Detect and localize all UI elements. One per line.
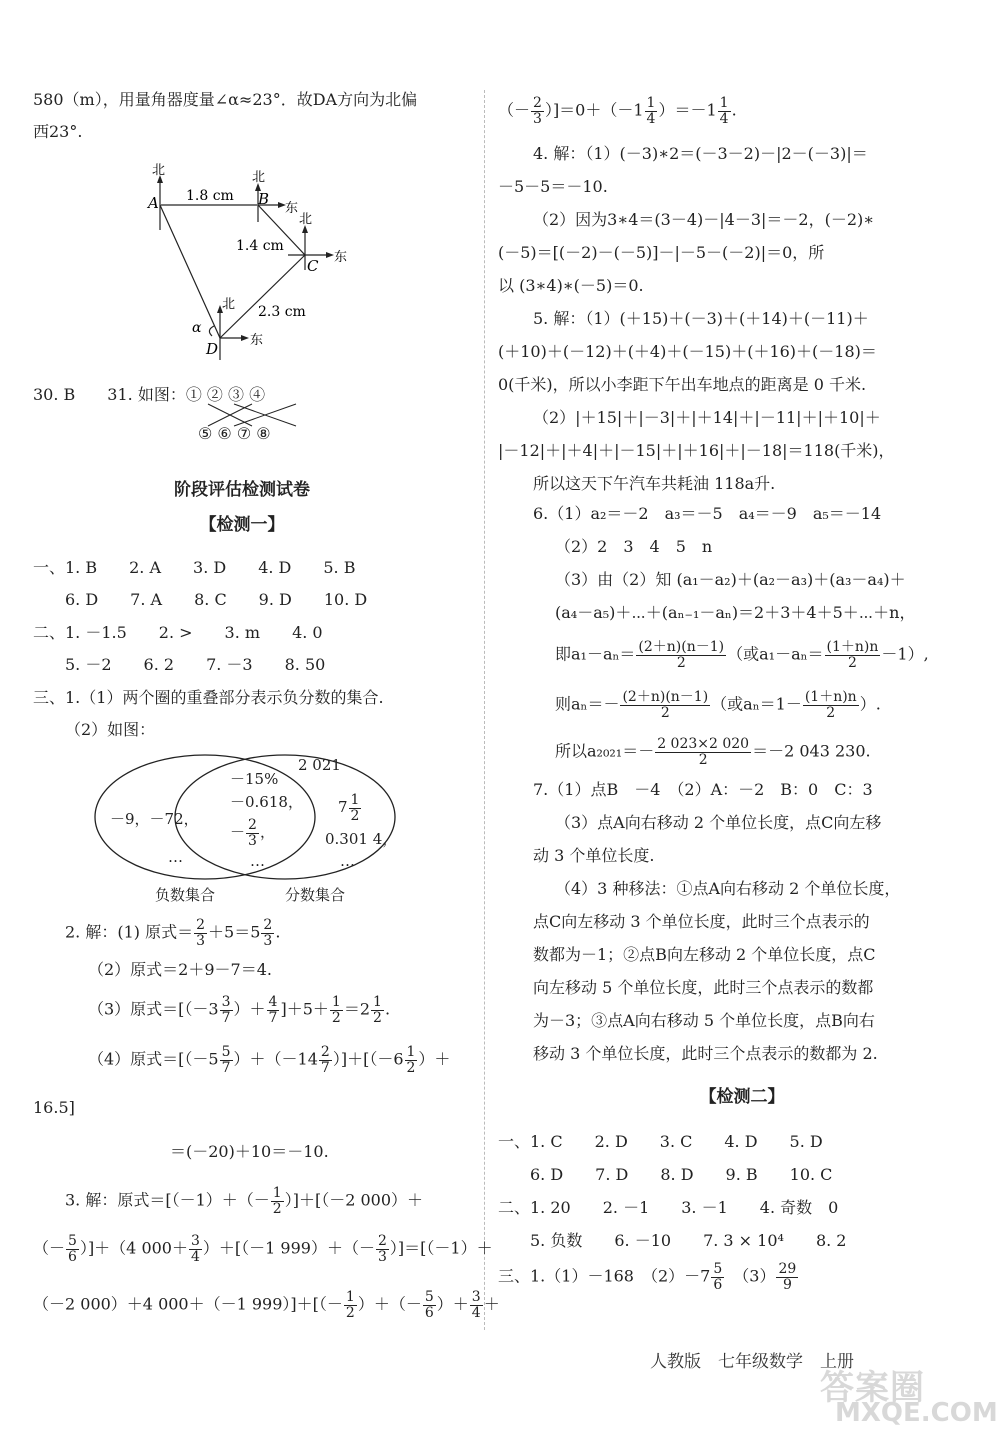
test1-s3-1-1: 三、1.（1）两个圈的重叠部分表示负分数的集合. (33, 688, 384, 707)
venn-right-decimal: 0.301 4， (325, 830, 398, 848)
test1-s3-2-3: （3）原式＝[（－3 $\frac{3}{7}$ ）＋ $\frac{4}{7}$ ]＋5＋ $\frac{1}{2}$ ＝2 $\frac{1}{2}$ . (88, 994, 391, 1026)
q7-line7: 向左移动 5 个单位长度，此时三个点表示的数都 (533, 978, 874, 997)
watermark-logo: 答案圈 (820, 1368, 925, 1408)
venn-right-dots: … (340, 852, 355, 870)
column-divider (484, 90, 485, 1330)
venn-center-2: －0.618， (230, 793, 303, 811)
q6-line4: (a₄－a₅)＋⋯＋(aₙ₋₁－aₙ)＝2＋3＋4＋5＋⋯＋n， (555, 603, 916, 622)
q6-line2: （2）2 3 4 5 n (555, 537, 713, 556)
length-bc: 1.4 cm (236, 238, 284, 254)
point-d: D (206, 340, 219, 358)
q4-line1: 4. 解：（1）(－3)∗2＝(－3－2)－|2－(－3)|＝ (533, 144, 868, 163)
q7-line8: 为－3；③点A向右移动 5 个单位长度，点B向右 (533, 1011, 875, 1030)
test1-title: 【检测一】 (199, 515, 285, 535)
q4-line2: －5－5＝－10. (498, 177, 608, 196)
venn-center-dots: … (250, 852, 265, 870)
test1-s3-2-4: （4）原式＝[（－5 $\frac{5}{7}$ ）＋（－14 $\frac{2}{7}$ ）]＋[（－6 $\frac{1}{2}$ ）＋ (88, 1044, 451, 1076)
test1-fill-row2: 5. －2 6. 2 7. －3 8. 50 (65, 655, 326, 674)
q5-line4: （2）|＋15|＋|－3|＋|＋14|＋|－11|＋|＋10|＋ (533, 408, 881, 427)
q7-line9: 移动 3 个单位长度，此时三个点表示的数都为 2. (533, 1044, 878, 1063)
venn-left-dots: … (168, 848, 183, 866)
east-label-b: 东 (285, 201, 299, 216)
q6-line1: 6.（1）a₂＝－2 a₃＝－5 a₄＝－9 a₅＝－14 (533, 504, 882, 523)
point-b: B (258, 190, 270, 208)
q7-line3: 动 3 个单位长度. (533, 846, 655, 865)
east-label-d: 东 (250, 333, 264, 348)
test1-mc-row2: 6. D 7. A 8. C 9. D 10. D (65, 590, 368, 609)
venn-center-1: －15% (230, 770, 279, 788)
q7-line5: 点C向左移动 3 个单位长度，此时三个点表示的 (533, 912, 870, 931)
north-label-b: 北 (252, 170, 266, 185)
q6-line7: 所以a₂₀₂₁＝－ $\frac{2 023\times 2 020}{2}$ ＝－2 043 230. (555, 736, 871, 768)
venn-right-top: 2 021 (298, 756, 341, 774)
test2-fill-row2: 5. 负数 6. －10 7. 3 × 10⁴ 8. 2 (530, 1231, 847, 1250)
q7-line6: 数都为－1；②点B向左移动 2 个单位长度，点C (533, 945, 876, 964)
venn-label-negative: 负数集合 (155, 886, 216, 904)
test1-s3-3-line3: （－2 000）＋4 000＋（－1 999）]＋[（－ $\frac{1}{2}$ ）＋（－ $\frac{5}{6}$ ）＋ $\frac{3}{4}$ ＋ (33, 1289, 500, 1321)
north-label-d: 北 (222, 297, 236, 312)
section-title: 阶段评估检测试卷 (174, 480, 310, 500)
test1-fill-row1: 二、1. －1.5 2. > 3. m 4. 0 (33, 623, 323, 642)
q5-line3: 0(千米)，所以小李距下午出车地点的距离是 0 千米. (498, 375, 867, 394)
test2-s3-line1: 三、1.（1）－168 （2）－7 $\frac{5}{6}$ （3） $\frac{29}{9}$ (498, 1261, 797, 1293)
venn-label-fraction: 分数集合 (285, 886, 346, 904)
q4-line4: (－5)＝[(－2)－(－5)]－|－5－(－2)|＝0，所 (498, 243, 825, 262)
left-line-1: 580（m），用量角器度量∠α≈23°．故DA方向为北偏 (33, 90, 418, 109)
test1-s3-1-2: （2）如图： (65, 720, 156, 739)
test1-s3-3-line2: （－ $\frac{5}{6}$ ）]＋（4 000＋ $\frac{3}{4}$ ）＋[（－1 999）＋（－ $\frac{2}{3}$ ）]＝[（－1）＋ (33, 1233, 493, 1265)
test1-s3-2-2: （2）原式＝2＋9－7＝4. (88, 960, 272, 979)
test1-mc-row1: 一、1. B 2. A 3. D 4. D 5. B (33, 558, 356, 577)
angle-alpha: α (192, 320, 202, 336)
q4-line3: （2）因为3∗4＝(3－4)－|4－3|＝－2，(－2)∗ (533, 210, 875, 229)
test1-s3-2-4-result: ＝(－20)＋10＝－10. (170, 1142, 329, 1161)
q5-line6: 所以这天下午汽车共耗油 118a升. (533, 474, 776, 493)
venn-right-mixed: 7 $\frac{1}{2}$ (338, 792, 360, 824)
left-line-2: 西23°. (33, 122, 83, 141)
test1-s3-2-1: 2. 解：(1) 原式＝ $\frac{2}{3}$ ＋5＝5 $\frac{2}{3}$ . (65, 917, 281, 949)
q7-line4: （4）3 种移法：①点A向右移动 2 个单位长度， (555, 879, 901, 898)
watermark-url: MXQE.COM (835, 1398, 998, 1428)
direction-diagram (130, 160, 360, 390)
q7-line2: （3）点A向右移动 2 个单位长度，点C向左移 (555, 813, 882, 832)
right-line-1: （－ $\frac{2}{3}$ ）]＝0＋（－1 $\frac{1}{4}$ ）＝－1 $\frac{1}{4}$ . (498, 95, 737, 127)
test1-s3-2-4-cont: 16.5] (33, 1098, 75, 1117)
venn-center-3: － $\frac{2}{3}$ ， (230, 817, 275, 849)
q31-bottom: ⑤ ⑥ ⑦ ⑧ (198, 424, 271, 443)
test2-mc-row1: 一、1. C 2. D 3. C 4. D 5. D (498, 1132, 823, 1151)
q6-line5: 即a₁－aₙ＝ $\frac{(2+n)(n-1)}{2}$ （或a₁－aₙ＝ $\frac{(1+n)n}{2}$ －1）, (555, 639, 929, 671)
test2-fill-row1: 二、1. 20 2. －1 3. －1 4. 奇数 0 (498, 1198, 839, 1217)
test2-title: 【检测二】 (699, 1087, 785, 1107)
q6-line3: （3）由（2）知 (a₁－a₂)＋(a₂－a₃)＋(a₃－a₄)＋ (555, 570, 906, 589)
q5-line5: |－12|＋|＋4|＋|－15|＋|＋16|＋|－18|＝118(千米)， (498, 441, 895, 460)
north-label-c: 北 (299, 212, 313, 227)
venn-left-items: －9，－72， (110, 810, 199, 828)
q4-line5: 以 (3∗4)∗(－5)＝0. (498, 276, 644, 295)
east-label-c: 东 (334, 250, 348, 265)
page-footer: 人教版 七年级数学 上册 (650, 1352, 854, 1372)
length-cd: 2.3 cm (258, 304, 306, 320)
q6-line6: 则aₙ＝－ $\frac{(2+n)(n-1)}{2}$ （或aₙ＝1－ $\frac{(1+n)n}{2}$ ）. (555, 689, 881, 721)
test2-mc-row2: 6. D 7. D 8. D 9. B 10. C (530, 1165, 833, 1184)
q7-line1: 7.（1）点B －4 （2）A：－2 B：0 C：3 (533, 780, 873, 799)
point-c: C (307, 257, 319, 275)
q5-line2: (＋10)＋(－12)＋(＋4)＋(－15)＋(＋16)＋(－18)＝ (498, 342, 877, 361)
q5-line1: 5. 解：（1）(＋15)＋(－3)＋(＋14)＋(－11)＋ (533, 309, 869, 328)
test1-s3-3-line1: 3. 解：原式＝[（－1）＋（－ $\frac{1}{2}$ ）]＋[（－2 000）＋ (65, 1185, 423, 1217)
point-a: A (148, 194, 159, 212)
north-label-a: 北 (152, 163, 166, 178)
length-ab: 1.8 cm (186, 188, 234, 204)
q30-31: 30. B 31. 如图：① ② ③ ④ (33, 385, 266, 404)
